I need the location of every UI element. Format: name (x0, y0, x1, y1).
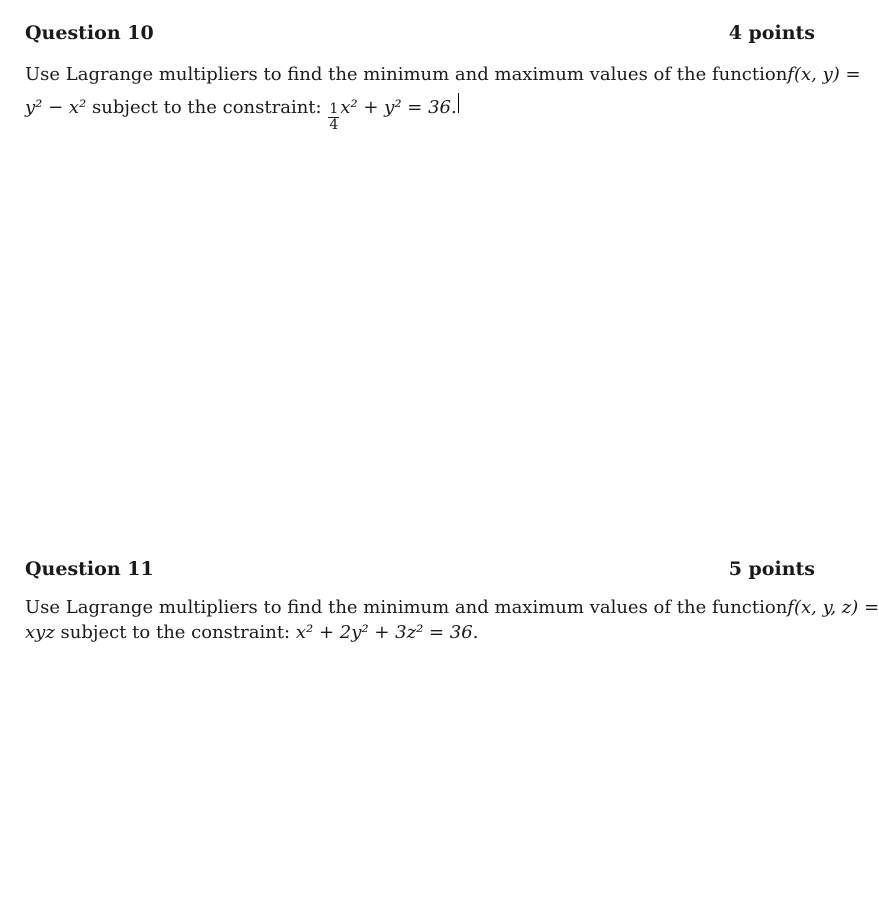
question-header (25, 22, 815, 50)
question-header (25, 558, 815, 586)
text-cursor (458, 93, 459, 113)
question-points: 4 points (728, 22, 815, 44)
fraction-numerator: 1 (329, 101, 339, 117)
constraint-label: subject to the constraint: (60, 622, 291, 643)
function-body: y² − x² (25, 97, 87, 118)
question-prose: Use Lagrange multipliers to find the minimum and maximum values of the function (25, 597, 788, 618)
fraction-denominator: 4 (329, 117, 339, 133)
question-title: Question 11 (25, 558, 154, 580)
constraint-expression: x² + 2y² + 3z² = 36. (295, 622, 479, 643)
question-line (25, 620, 815, 645)
question-line (25, 595, 879, 620)
fraction (328, 102, 339, 133)
question-text[interactable] (25, 58, 861, 133)
constraint-expression: x² + y² = 36. (340, 97, 457, 118)
question-prose: Use Lagrange multipliers to find the minimum and maximum values of the function (25, 64, 788, 85)
function-expression: f(x, y, z) = (787, 597, 879, 618)
constraint-label: subject to the constraint: (92, 97, 322, 118)
question-points: 5 points (728, 558, 815, 580)
question-line (25, 91, 815, 133)
question-line (25, 58, 861, 91)
question-title: Question 10 (25, 22, 154, 44)
function-expression: f(x, y) = (787, 64, 861, 85)
function-body: xyz (25, 622, 55, 643)
question-11 (25, 558, 879, 645)
question-10 (25, 22, 861, 133)
question-text[interactable] (25, 595, 879, 645)
